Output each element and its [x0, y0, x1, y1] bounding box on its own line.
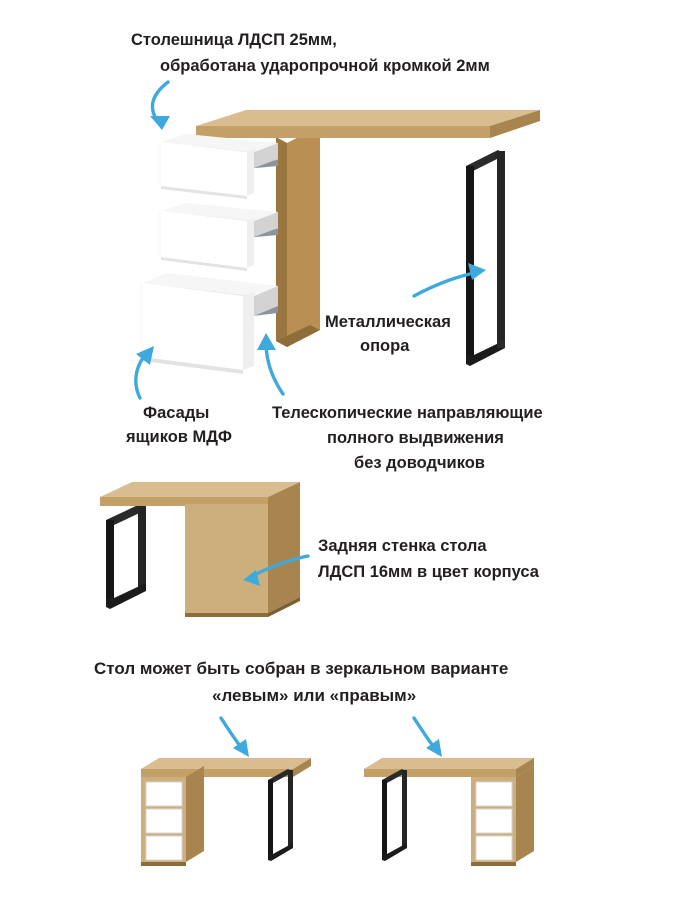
label-mirror-line1: Стол может быть собран в зеркальном варианте: [94, 659, 509, 678]
arrow-to-variant-left: [221, 718, 249, 757]
label-tabletop-line2: обработана ударопрочной кромкой 2мм: [160, 57, 490, 75]
label-slides-line1: Телескопические направляющие: [272, 404, 543, 422]
label-metal-leg-line2: опора: [360, 337, 410, 355]
figure-variant-right: [364, 758, 534, 866]
label-slides-line2: полного выдвижения: [327, 429, 504, 447]
label-back-panel-line2: ЛДСП 16мм в цвет корпуса: [318, 563, 539, 581]
back-panel: [185, 490, 300, 617]
label-slides-line3: без доводчиков: [354, 454, 485, 472]
metal-leg-right-icon: [466, 150, 505, 366]
variant-left-metal-leg-icon: [268, 769, 293, 861]
arrow-to-mdf-front: [136, 346, 154, 398]
arrow-to-tabletop: [150, 82, 170, 130]
label-metal-leg-line1: Металлическая: [325, 313, 451, 331]
tabletop: [196, 110, 540, 138]
arrow-to-metal-leg: [414, 263, 486, 296]
back-tabletop: [100, 482, 300, 506]
label-back-panel-line1: Задняя стенка стола: [318, 537, 487, 555]
label-mdf-front-line1: Фасады: [143, 404, 210, 422]
metal-leg-left-icon: [106, 505, 146, 609]
figure-main-desk: [140, 110, 540, 374]
variant-right-metal-leg-icon: [382, 769, 407, 861]
figure-back-desk: [100, 482, 300, 617]
label-mirror-line2: «левым» или «правым»: [212, 686, 417, 705]
label-tabletop-line1: Столешница ЛДСП 25мм,: [131, 31, 337, 49]
figure-variant-left: [141, 758, 311, 866]
label-mdf-front-line2: ящиков МДФ: [126, 428, 232, 446]
arrow-to-variant-right: [414, 718, 442, 757]
